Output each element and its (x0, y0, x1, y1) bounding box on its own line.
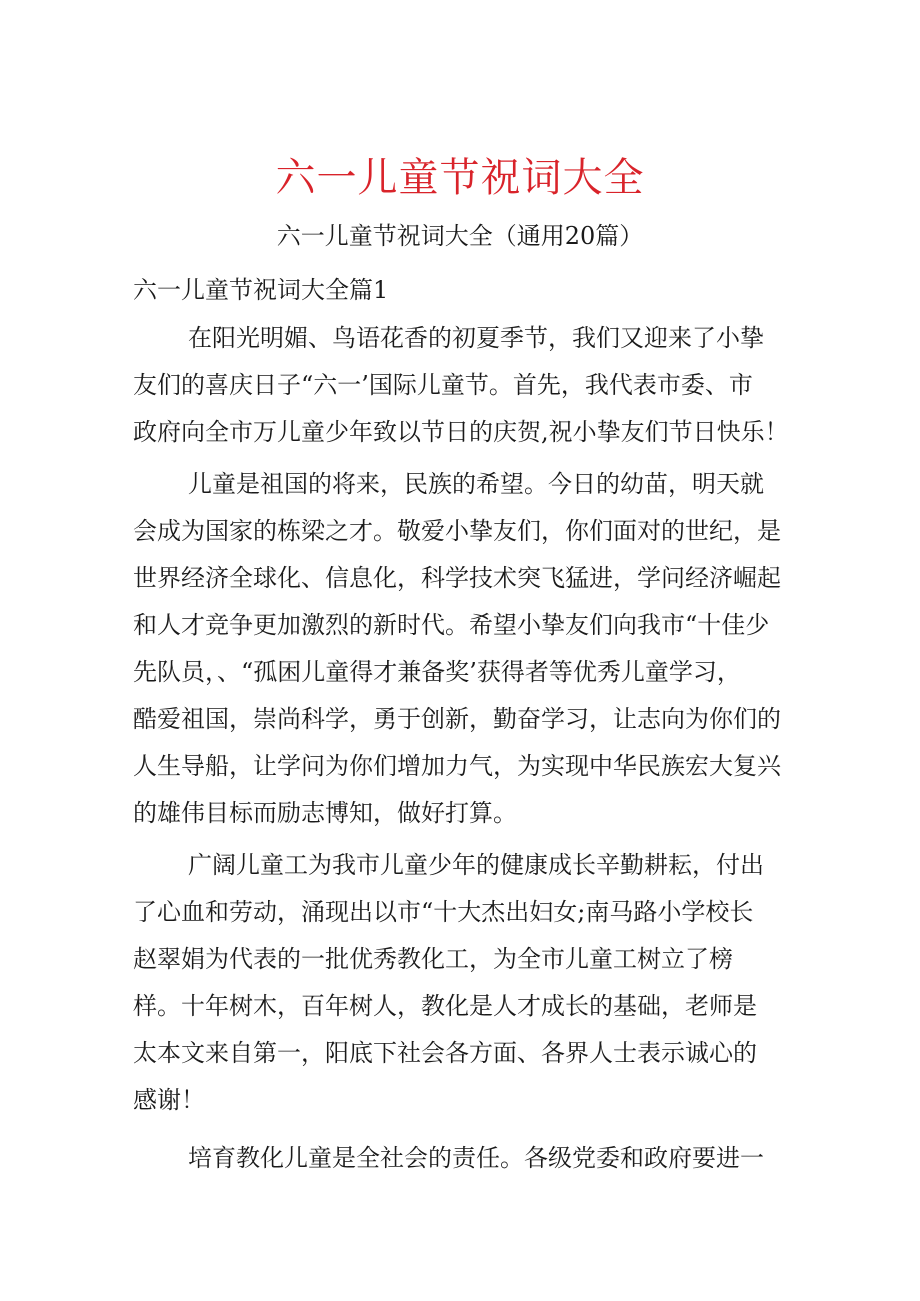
section-heading: 六一儿童节祝词大全篇1 (133, 276, 389, 304)
paragraph-line: 培育教化儿童是全社会的责任。各级党委和政府要进一 (188, 1144, 764, 1172)
paragraph-line: 友们的喜庆日子“六一’国际儿童节。首先，我代表市委、市 (133, 371, 753, 399)
paragraph-line: 儿童是祖国的将来，民族的希望。今日的幼苗，明天就 (188, 470, 764, 498)
paragraph-line: 酷爱祖国，崇尚科学，勇于创新，勤奋学习，让志向为你们的 (133, 705, 781, 733)
paragraph-line: 的雄伟目标而励志博知，做好打算。 (133, 799, 517, 827)
paragraph-line: 政府向全市万儿童少年致以节日的庆贺,祝小挚友们节日快乐！ (133, 418, 789, 446)
paragraph-line: 在阳光明媚、鸟语花香的初夏季节，我们又迎来了小挚 (188, 324, 764, 352)
paragraph-line: 太本文来自第一，阳底下社会各方面、各界人士表示诚心的 (133, 1039, 757, 1067)
paragraph-line: 了心血和劳动，涌现出以市“十大杰出妇女;南马路小学校长 (133, 898, 754, 926)
paragraph-line: 人生导船，让学问为你们增加力气，为实现中华民族宏大复兴 (133, 752, 781, 780)
paragraph-line: 会成为国家的栋梁之才。敬爱小挚友们，你们面对的世纪，是 (133, 517, 781, 545)
document-title: 六一儿童节祝词大全 (275, 155, 645, 201)
document-subtitle: 六一儿童节祝词大全（通用20篇） (276, 222, 644, 250)
paragraph-line: 先队员，、“孤困儿童得才兼备奖’获得者等优秀儿童学习， (133, 658, 741, 686)
paragraph-line: 和人才竞争更加激烈的新时代。希望小挚友们向我市“十佳少 (133, 611, 770, 639)
paragraph-line: 世界经济全球化、信息化，科学技术突飞猛进，学问经济崛起 (133, 564, 781, 592)
paragraph-line: 广阔儿童工为我市儿童少年的健康成长辛勤耕耘，付出 (188, 851, 764, 879)
paragraph-line: 样。十年树木，百年树人，教化是人才成长的基础，老师是 (133, 992, 757, 1020)
paragraph-line: 赵翠娟为代表的一批优秀教化工，为全市儿童工树立了榜 (133, 945, 733, 973)
paragraph-line: 感谢！ (133, 1086, 205, 1114)
